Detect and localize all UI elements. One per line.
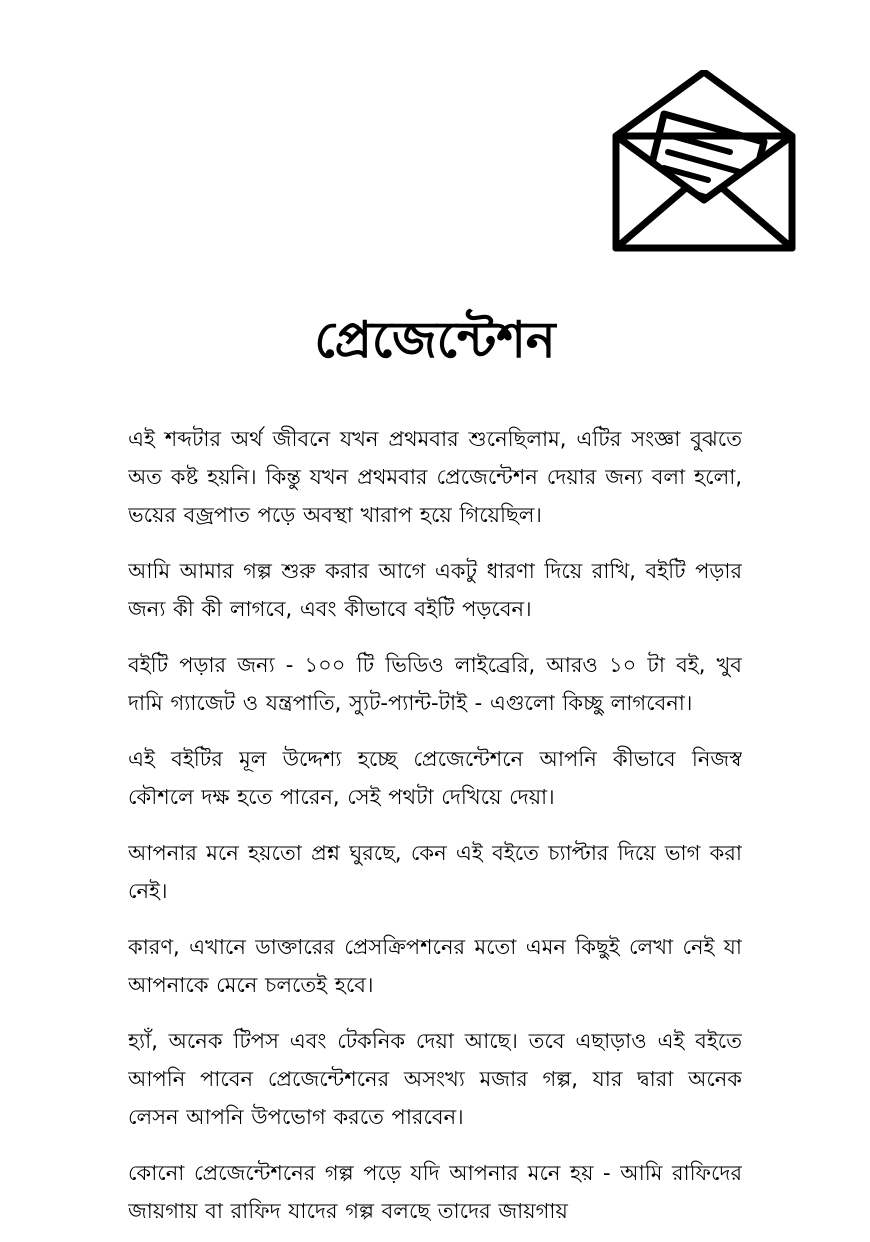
paragraph: আপনার মনে হয়তো প্রশ্ন ঘুরছে, কেন এই বইতে চ্যাপ্টার দিয়ে ভাগ করা নেই।: [128, 841, 742, 903]
body-text: [128, 420, 742, 1230]
paragraph: কারণ, এখানে ডাক্তারের প্রেসক্রিপশনের মতো এমন কিছুই লেখা নেই যা আপনাকে মেনে চলতেই হবে।: [128, 935, 742, 997]
paragraph: বইটি পড়ার জন্য - ১০০ টি ভিডিও লাইব্রেরি, আরও ১০ টা বই, খুব দামি গ্যাজেট ও যন্ত্রপাতি, স্যুট-প্যান্ট-টাই - এগুলো কিচ্ছু লাগবেনা।: [128, 653, 742, 715]
envelope-with-letter-icon: [612, 70, 796, 254]
page-title: প্রেজেন্টেশন: [314, 311, 556, 369]
paragraph: আমি আমার গল্প শুরু করার আগে একটু ধারণা দিয়ে রাখি, বইটি পড়ার জন্য কী কী লাগবে, এবং কীভাবে বইটি পড়বেন।: [128, 559, 742, 621]
paragraph: কোনো প্রেজেন্টেশনের গল্প পড়ে যদি আপনার মনে হয় - আমি রাফিদের জায়গায় বা রাফিদ যাদের গল্প বলছে তাদের জায়গায়: [128, 1161, 742, 1223]
paragraph: এই শব্দটার অর্থ জীবনে যখন প্রথমবার শুনেছিলাম, এটির সংজ্ঞা বুঝতে অত কষ্ট হয়নি। কিন্তু যখন প্রথমবার প্রেজেন্টেশন দেয়ার জন্য বলা হলো, ভয়ের বজ্রপাত পড়ে অবস্থা খারাপ হয়ে গিয়েছিল।: [128, 427, 742, 527]
paragraph: হ্যাঁ, অনেক টিপস এবং টেকনিক দেয়া আছে। তবে এছাড়াও এই বইতে আপনি পাবেন প্রেজেন্টেশনের অসংখ্য মজার গল্প, যার দ্বারা অনেক লেসন আপনি উপভোগ করতে পারবেন।: [128, 1029, 742, 1129]
paragraph: এই বইটির মূল উদ্দেশ্য হচ্ছে প্রেজেন্টেশনে আপনি কীভাবে নিজস্ব কৌশলে দক্ষ হতে পারেন, সেই পথটা দেখিয়ে দেয়া।: [128, 747, 742, 809]
